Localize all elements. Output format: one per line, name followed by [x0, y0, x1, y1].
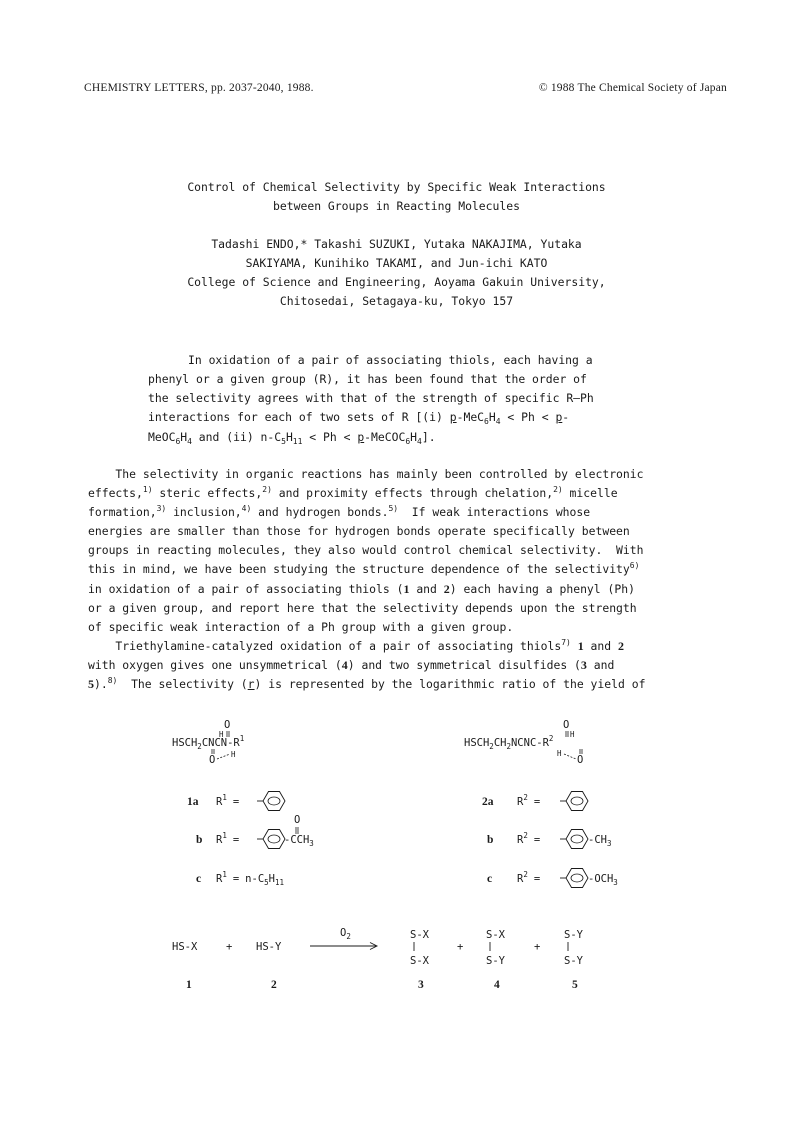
- reaction-arrow-icon: [310, 943, 377, 950]
- benzene-ring-icon: [560, 869, 588, 888]
- compound-label-2b: b: [487, 834, 494, 846]
- r2-b-symbol: $R^2$ =: [517, 831, 541, 846]
- affiliation-line-2: Chitosedai, Setagaya-ku, Tokyo 157: [279, 294, 514, 308]
- thiol-1-bottom-oxygen: O: [209, 754, 216, 766]
- product-3-top: S-X: [410, 929, 429, 941]
- compound-label-1c: c: [196, 873, 202, 885]
- compound-number-2: 2: [271, 979, 277, 991]
- body-p1-line-8: or a given group, and report here that the selectivity depends upon the strength: [88, 601, 637, 615]
- product-5-top: S-Y: [564, 929, 583, 941]
- thiol-2-top-hydrogen: H: [570, 730, 575, 739]
- plus-sign: +: [534, 941, 541, 953]
- r1-a-symbol: $R^1$ =: [216, 793, 240, 808]
- compound-number-1: 1: [186, 979, 192, 991]
- oxygen-reagent: $O_2$: [340, 927, 351, 941]
- r1-substituent-list: [187, 792, 314, 888]
- r1-b-symbol: $R^1$ =: [216, 831, 240, 846]
- thiol-1-formula: $HSCH_2CNCN-R^1$: [172, 734, 245, 751]
- r1-b-acetyl: $-CCH_3$: [284, 834, 314, 848]
- body-p1-line-7: in oxidation of a pair of associating thiols (1 and 2) each having a phenyl (Ph): [88, 582, 635, 596]
- r2-c-methoxy: $-OCH_3$: [588, 873, 618, 887]
- copyright-notice: © 1988 The Chemical Society of Japan: [538, 82, 727, 94]
- product-3-bottom: S-X: [410, 955, 429, 967]
- abstract-line-1: In oxidation of a pair of associating thiols, each having a: [188, 353, 593, 367]
- product-4-top: S-X: [486, 929, 505, 941]
- body-p1-line-2: effects,$^{1)}$ steric effects,$^{2)}$ and proximity effects through chelation,$^{2)}$ micelle: [88, 485, 618, 500]
- compound-label-2a: 2a: [482, 796, 494, 808]
- thiol-2-top-oxygen: O: [563, 719, 570, 731]
- authors-line-2: SAKIYAMA, Kunihiko TAKAMI, and Jun-ichi KATO: [245, 256, 548, 270]
- body-p2-line-3: 5).$^{8)}$ The selectivity (r) is represented by the logarithmic ratio of the yield of: [88, 676, 646, 691]
- abstract-line-4: interactions for each of two sets of R [(i) $p-MeC_6H_4 < Ph < p-$: [148, 410, 570, 426]
- benzene-ring-icon: [257, 830, 285, 849]
- body-p1-line-5: groups in reacting molecules, they also would control chemical selectivity. With: [88, 543, 644, 557]
- r2-a-symbol: $R^2$ =: [517, 793, 541, 808]
- abstract-line-3: the selectivity agrees with that of the strength of specific R—Ph: [148, 391, 594, 405]
- body-p2-line-2: with oxygen gives one unsymmetrical (4) and two symmetrical disulfides (3 and: [88, 658, 615, 672]
- r2-substituent-list: [482, 792, 618, 888]
- paper-title-line-2: between Groups in Reacting Molecules: [273, 199, 520, 213]
- r2-b-methyl: $-CH_3$: [588, 834, 612, 848]
- body-p2-line-1: Triethylamine-catalyzed oxidation of a pair of associating thiols$^{7)}$ 1 and 2: [88, 638, 624, 653]
- compound-number-4: 4: [494, 979, 500, 991]
- thiol-1-top-oxygen: O: [224, 719, 231, 731]
- plus-sign: +: [457, 941, 464, 953]
- body-p1-line-4: energies are smaller than those for hydrogen bonds operate specifically between: [88, 524, 630, 538]
- benzene-ring-icon: [257, 792, 285, 811]
- plus-sign: +: [226, 941, 233, 953]
- compound-label-1a: 1a: [187, 796, 199, 808]
- compound-label-2c: c: [487, 873, 493, 885]
- abstract-line-2: phenyl or a given group (R), it has been found that the order of: [148, 372, 587, 386]
- affiliation-line-1: College of Science and Engineering, Aoyama Gakuin University,: [187, 275, 606, 289]
- reactant-2: HS-Y: [256, 941, 282, 953]
- product-4-bottom: S-Y: [486, 955, 505, 967]
- journal-citation: CHEMISTRY LETTERS, pp. 2037-2040, 1988.: [84, 82, 314, 94]
- thiol-1-bottom-hydrogen: H: [231, 750, 236, 759]
- thiol-2-structure: [464, 719, 583, 766]
- authors-line-1: Tadashi ENDO,* Takashi SUZUKI, Yutaka NAKAJIMA, Yutaka: [211, 237, 582, 251]
- r1-b-carbonyl-oxygen: O: [294, 814, 301, 826]
- compound-number-5: 5: [572, 979, 578, 991]
- thiol-2-bottom-oxygen: O: [577, 754, 584, 766]
- compound-number-3: 3: [418, 979, 424, 991]
- paper-title-line-1: Control of Chemical Selectivity by Specific Weak Interactions: [187, 180, 606, 194]
- body-p1-line-1: The selectivity in organic reactions has mainly been controlled by electronic: [88, 467, 644, 481]
- r2-c-symbol: $R^2$ =: [517, 870, 541, 885]
- oxidation-equation: [172, 927, 584, 991]
- benzene-ring-icon: [560, 830, 588, 849]
- body-p1-line-9: of specific weak interaction of a Ph group with a given group.: [88, 620, 514, 634]
- thiol-2-formula: $HSCH_2CH_2NCNC-R^2$: [464, 734, 554, 751]
- reactant-1: HS-X: [172, 941, 198, 953]
- r1-c-symbol: $R^1 = n-C_5H_{11}$: [216, 870, 285, 887]
- compound-label-1b: b: [196, 834, 203, 846]
- thiol-1-structure: [172, 719, 244, 766]
- thiol-1-top-hydrogen: H: [219, 730, 224, 739]
- product-5-bottom: S-Y: [564, 955, 583, 967]
- body-p1-line-3: formation,$^{3)}$ inclusion,$^{4)}$ and hydrogen bonds.$^{5)}$ If weak interactions whose: [88, 504, 591, 519]
- benzene-ring-icon: [560, 792, 588, 811]
- abstract-line-5: $MeOC_6H_4$ and (ii) $n-C_5H_{11} < Ph$ < $p-MeCOC_6H_4$].: [148, 430, 436, 446]
- thiol-2-bottom-hydrogen: H: [557, 749, 562, 758]
- body-p1-line-6: this in mind, we have been studying the structure dependence of the selectivity$^{6)}$: [88, 561, 640, 576]
